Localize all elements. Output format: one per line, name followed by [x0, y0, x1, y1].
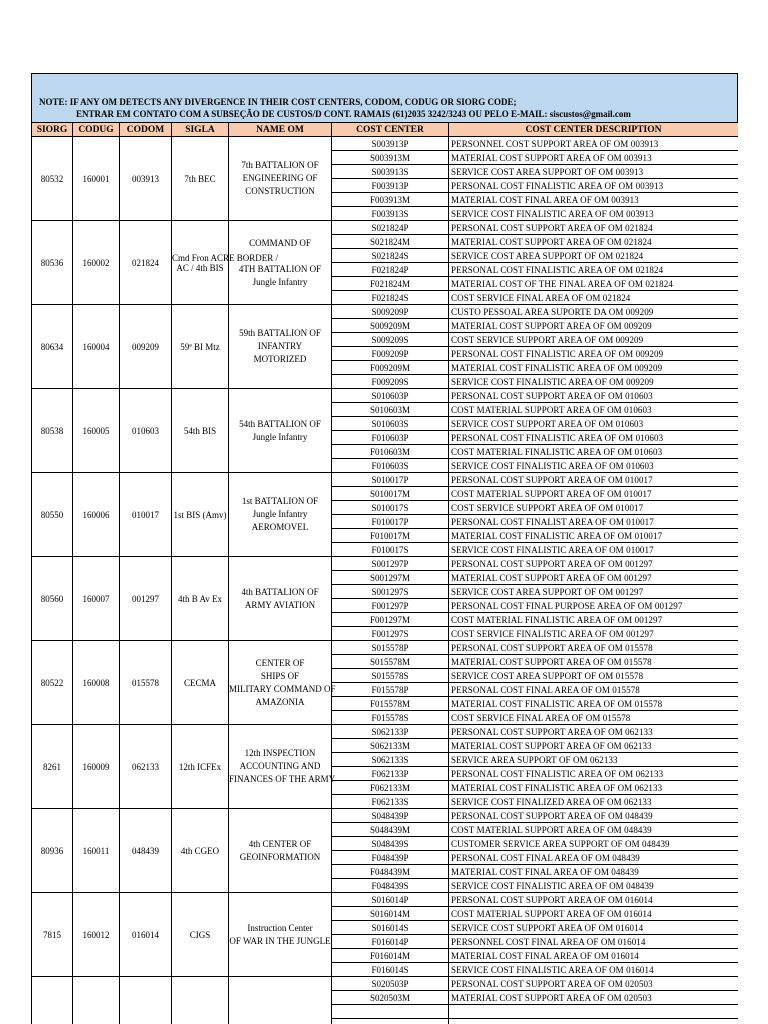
cost-center-cell: [332, 1019, 449, 1024]
cost-center-cell: S062133M: [332, 739, 449, 753]
table-row: [32, 473, 739, 487]
cost-center-cell: S009209M: [332, 319, 449, 333]
siorg-text: 80550: [40, 509, 64, 520]
name-om-cell: [229, 557, 332, 641]
codug-text: 160009: [82, 761, 110, 772]
codug-text: 160012: [82, 929, 110, 940]
cost-center-description-cell: COST MATERIAL FINALISTIC AREA OF OM 001297: [449, 613, 739, 627]
name-om-cell: [229, 725, 336, 809]
siorg-cell: [32, 809, 73, 893]
table-row: [32, 389, 739, 403]
cost-center-description-cell: SERVICE COST SUPPORT AREA OF OM 010603: [449, 417, 739, 431]
header-cost-center-description: COST CENTER DESCRIPTION: [449, 123, 739, 137]
cost-center-cell: F016014P: [332, 935, 449, 949]
name-om-cell: [229, 305, 332, 389]
codom-cell: [120, 641, 172, 725]
table-row: [32, 641, 739, 655]
sigla-text: 4th B Av Ex: [177, 593, 223, 604]
cost-center-cell: S016014P: [332, 893, 449, 907]
cost-center-cell: F021824P: [332, 263, 449, 277]
cost-center-cell: F003913S: [332, 207, 449, 221]
cost-center-cell: F048439P: [332, 851, 449, 865]
name-om-text: 4th BATTALION OF ARMY AVIATION: [241, 586, 319, 610]
cost-center-description-cell: MATERIAL COST SUPPORT AREA OF OM 020503: [449, 991, 739, 1005]
cost-center-description-cell: PERSONAL COST FINAL PURPOSE AREA OF OM 001297: [449, 599, 739, 613]
header-cost-center: COST CENTER: [332, 123, 449, 137]
sigla-cell: [172, 389, 229, 473]
cost-center-description-cell: MATERIAL COST SUPPORT AREA OF OM 001297: [449, 571, 739, 585]
cost-center-description-cell: COST MATERIAL SUPPORT AREA OF OM 016014: [449, 907, 739, 921]
cost-center-cell: F015578S: [332, 711, 449, 725]
name-om-cell: [229, 221, 332, 305]
cost-center-description-cell: SERVICE COST AREA SUPPORT OF OM 021824: [449, 249, 739, 263]
note-line-2: ENTRAR EM CONTATO COM A SUBSEÇÃO DE CUSTOS/D CONT. RAMAIS (61)2035 3242/3243 OU PELO E-MAIL: siscustos@gmail.com: [76, 109, 631, 119]
cost-center-description-cell: SERVICE AREA SUPPORT OF OM 062133: [449, 753, 739, 767]
codug-cell: [73, 977, 120, 1024]
codug-cell: [73, 389, 120, 473]
cost-center-cell: S015578S: [332, 669, 449, 683]
cost-center-cell: F015578M: [332, 697, 449, 711]
cost-center-cell: S003913M: [332, 151, 449, 165]
cost-center-cell: S015578P: [332, 641, 449, 655]
codom-text: 048439: [132, 845, 159, 856]
table-row: [32, 557, 739, 571]
cost-center-cell: F010603S: [332, 459, 449, 473]
header-codug: CODUG: [73, 123, 120, 137]
cost-center-description-cell: SERVICE COST FINALISTIC AREA OF OM 003913: [449, 207, 739, 221]
note-line-1: NOTE: IF ANY OM DETECTS ANY DIVERGENCE IN THEIR COST CENTERS, CODOM, CODUG OR SIORG CODE;: [39, 97, 517, 107]
cost-center-description-cell: COST SERVICE FINALISTIC AREA OF OM 001297: [449, 627, 739, 641]
codom-text: 003913: [132, 173, 159, 184]
cost-center-description-cell: PERSONAL COST SUPPORT AREA OF OM 062133: [449, 725, 739, 739]
cost-center-cell: F010017M: [332, 529, 449, 543]
codom-text: 021824: [132, 257, 159, 268]
spreadsheet: [31, 73, 738, 1024]
cost-center-description-cell: PERSONAL COST FINALISTIC AREA OF OM 010603: [449, 431, 739, 445]
cost-center-description-cell: COST SERVICE FINAL AREA OF OM 015578: [449, 711, 739, 725]
siorg-cell: [32, 725, 73, 809]
sigla-cell: [172, 977, 229, 1024]
codom-cell: [120, 305, 172, 389]
siorg-text: 80634: [40, 341, 64, 352]
cost-center-description-cell: MATERIAL COST OF THE FINAL AREA OF OM 021824: [449, 277, 739, 291]
codug-text: 160008: [82, 677, 110, 688]
cost-center-description-cell: PERSONAL COST SUPPORT AREA OF OM 020503: [449, 977, 739, 991]
sigla-text: 12th ICFEx: [178, 761, 222, 772]
siorg-cell: [32, 557, 73, 641]
cost-center-description-cell: MATERIAL COST SUPPORT AREA OF OM 009209: [449, 319, 739, 333]
codug-text: 160006: [82, 509, 110, 520]
sigla-text: 59ª BI Mtz: [180, 341, 220, 352]
siorg-text: 7815: [43, 929, 61, 940]
name-om-cell: [229, 473, 332, 557]
cost-center-description-cell: COST MATERIAL FINALISTIC AREA OF OM 010603: [449, 445, 739, 459]
cost-center-description-cell: SERVICE COST FINALISTIC AREA OF OM 010603: [449, 459, 739, 473]
cost-center-description-cell: SERVICE COST FINALISTIC AREA OF OM 009209: [449, 375, 739, 389]
sigla-text: 4th CGEO: [180, 845, 220, 856]
cost-center-description-cell: PERSONAL COST FINALIST AREA OF OM 010017: [449, 515, 739, 529]
codug-cell: [73, 473, 120, 557]
name-om-cell: [229, 641, 336, 725]
sigla-text: 1st BIS (Amv): [173, 509, 227, 520]
cost-center-cell: F016014S: [332, 963, 449, 977]
cost-center-cell: S003913P: [332, 137, 449, 151]
codom-cell: [120, 221, 172, 305]
codom-cell: [120, 893, 172, 977]
codug-text: 160011: [82, 845, 110, 856]
header-name-om: NAME OM: [229, 123, 332, 137]
siorg-text: 8261: [43, 761, 61, 772]
siorg-cell: [32, 977, 73, 1024]
cost-center-description-cell: MATERIAL COST SUPPORT AREA OF OM 015578: [449, 655, 739, 669]
cost-center-description-cell: CUSTO PESSOAL AREA SUPORTE DA OM 009209: [449, 305, 739, 319]
codom-text: 015578: [132, 677, 159, 688]
cost-center-cell: F016014M: [332, 949, 449, 963]
table-row: [32, 305, 739, 319]
cost-center-description-cell: MATERIAL COST FINALISTIC AREA OF OM 010017: [449, 529, 739, 543]
cost-center-cell: [332, 1005, 449, 1019]
cost-center-cell: F062133S: [332, 795, 449, 809]
cost-center-cell: S010017S: [332, 501, 449, 515]
sigla-text: CIGS: [189, 929, 211, 940]
cost-center-description-cell: PERSONAL COST FINAL AREA OF OM 048439: [449, 851, 739, 865]
cost-center-cell: S001297S: [332, 585, 449, 599]
siorg-cell: [32, 389, 73, 473]
cost-center-description-cell: SERVICE COST AREA SUPPORT OF OM 001297: [449, 585, 739, 599]
cost-center-cell: S010603S: [332, 417, 449, 431]
cost-center-cell: S016014M: [332, 907, 449, 921]
sigla-cell: [172, 137, 229, 221]
cost-center-description-cell: MATERIAL COST SUPPORT AREA OF OM 003913: [449, 151, 739, 165]
codug-text: 160007: [82, 593, 110, 604]
cost-center-description-cell: PERSONAL COST FINALISTIC AREA OF OM 009209: [449, 347, 739, 361]
cost-center-cell: S062133S: [332, 753, 449, 767]
codom-cell: [120, 725, 172, 809]
codom-cell: [120, 977, 172, 1024]
cost-center-description-cell: COST SERVICE SUPPORT AREA OF OM 009209: [449, 333, 739, 347]
sigla-cell: [172, 725, 229, 809]
siorg-text: 80538: [40, 425, 64, 436]
name-om-text: 4th CENTER OF GEOINFORMATION: [239, 838, 321, 862]
siorg-cell: [32, 641, 73, 725]
cost-center-description-cell: COST SERVICE SUPPORT AREA OF OM 010017: [449, 501, 739, 515]
codug-text: 160004: [82, 341, 110, 352]
name-om-text: Instruction Center OF WAR IN THE JUNGLE: [229, 922, 331, 946]
name-om-cell: [229, 893, 332, 977]
codug-cell: [73, 893, 120, 977]
cost-center-cell: S020503P: [332, 977, 449, 991]
sigla-cell: [172, 893, 229, 977]
cost-center-cell: F010603M: [332, 445, 449, 459]
cost-center-cell: S021824S: [332, 249, 449, 263]
cost-center-cell: F062133P: [332, 767, 449, 781]
cost-center-description-cell: SERVICE COST SUPPORT AREA OF OM 016014: [449, 921, 739, 935]
cost-center-description-cell: PERSONAL COST SUPPORT AREA OF OM 021824: [449, 221, 739, 235]
name-om-cell: [229, 809, 332, 893]
name-om-cell: [229, 137, 332, 221]
name-om-cell: [229, 389, 332, 473]
cost-center-cell: S021824P: [332, 221, 449, 235]
header-sigla: SIGLA: [172, 123, 229, 137]
codom-cell: [120, 389, 172, 473]
cost-center-description-cell: SERVICE COST FINALIZED AREA OF OM 062133: [449, 795, 739, 809]
codom-text: 009209: [132, 341, 159, 352]
cost-center-description-cell: SERVICE COST FINALISTIC AREA OF OM 048439: [449, 879, 739, 893]
cost-center-description-cell: COST MATERIAL SUPPORT AREA OF OM 010017: [449, 487, 739, 501]
codug-text: 160005: [82, 425, 110, 436]
cost-center-cell: F009209M: [332, 361, 449, 375]
codom-cell: [120, 809, 172, 893]
sigla-cell: [172, 473, 229, 557]
siorg-cell: [32, 893, 73, 977]
siorg-text: 80560: [40, 593, 64, 604]
codug-cell: [73, 557, 120, 641]
sigla-cell: [172, 221, 279, 305]
cost-center-cell: S001297P: [332, 557, 449, 571]
cost-center-description-cell: MATERIAL COST SUPPORT AREA OF OM 021824: [449, 235, 739, 249]
siorg-cell: [32, 137, 73, 221]
cost-center-cell: F048439S: [332, 879, 449, 893]
cost-center-cell: S062133P: [332, 725, 449, 739]
cost-center-cell: F001297S: [332, 627, 449, 641]
cost-center-cell: S048439S: [332, 837, 449, 851]
codug-text: 160001: [82, 173, 110, 184]
sigla-cell: [172, 557, 229, 641]
cost-center-description-cell: PERSONAL COST FINALISTIC AREA OF OM 021824: [449, 263, 739, 277]
table-row: [32, 893, 739, 907]
table-row: [32, 725, 739, 739]
codom-text: 001297: [132, 593, 159, 604]
siorg-cell: [32, 221, 73, 305]
cost-center-description-cell: MATERIAL COST SUPPORT AREA OF OM 062133: [449, 739, 739, 753]
cost-center-cell: S003913S: [332, 165, 449, 179]
cost-center-description-cell: PERSONAL COST SUPPORT AREA OF OM 010017: [449, 473, 739, 487]
cost-center-cell: F021824S: [332, 291, 449, 305]
cost-center-cell: F021824M: [332, 277, 449, 291]
codom-text: 016014: [132, 929, 159, 940]
cost-center-cell: F001297P: [332, 599, 449, 613]
siorg-cell: [32, 305, 73, 389]
codug-cell: [73, 809, 120, 893]
siorg-text: 80936: [40, 845, 64, 856]
header-codom: CODOM: [120, 123, 172, 137]
cost-center-cell: S010603P: [332, 389, 449, 403]
cost-center-description-cell: MATERIAL COST FINAL AREA OF OM 016014: [449, 949, 739, 963]
name-om-text: 1st BATTALION OF Jungle Infantry AEROMOVEL: [241, 496, 319, 532]
cost-center-cell: S016014S: [332, 921, 449, 935]
siorg-text: 80536: [40, 257, 64, 268]
cost-center-cell: F010017P: [332, 515, 449, 529]
cost-center-cell: S021824M: [332, 235, 449, 249]
cost-center-description-cell: SERVICE COST AREA SUPPORT OF OM 015578: [449, 669, 739, 683]
note-banner: [31, 73, 738, 123]
cost-center-description-cell: [449, 1005, 739, 1019]
siorg-text: 80532: [40, 173, 64, 184]
sigla-cell: [172, 305, 229, 389]
header-row: [32, 123, 739, 137]
siorg-text: 80522: [40, 677, 64, 688]
cost-center-description-cell: PERSONAL COST FINALISTIC AREA OF OM 062133: [449, 767, 739, 781]
sigla-cell: [172, 809, 229, 893]
name-om-text: 54th BATTALION OF Jungle Infantry: [239, 418, 321, 442]
cost-center-cell: F010017S: [332, 543, 449, 557]
name-om-cell: [229, 977, 332, 1024]
codom-text: 010603: [132, 425, 159, 436]
cost-center-description-cell: COST MATERIAL SUPPORT AREA OF OM 048439: [449, 823, 739, 837]
cost-center-description-cell: PERSONAL COST SUPPORT AREA OF OM 010603: [449, 389, 739, 403]
name-om-text: CENTER OF SHIPS OF MILITARY COMMAND OF AMAZONIA: [229, 657, 336, 707]
cost-center-description-cell: MATERIAL COST FINAL AREA OF OM 003913: [449, 193, 739, 207]
cost-center-description-cell: SERVICE COST FINALISTIC AREA OF OM 016014: [449, 963, 739, 977]
codug-text: 160002: [82, 257, 110, 268]
cost-center-description-cell: MATERIAL COST FINALISTIC AREA OF OM 009209: [449, 361, 739, 375]
cost-center-cell: F010603P: [332, 431, 449, 445]
cost-center-description-cell: [449, 1019, 739, 1024]
cost-center-cell: S010603M: [332, 403, 449, 417]
codug-cell: [73, 221, 120, 305]
codom-text: 062133: [132, 761, 159, 772]
codug-cell: [73, 725, 120, 809]
cost-center-description-cell: PERSONAL COST SUPPORT AREA OF OM 015578: [449, 641, 739, 655]
sigla-text: CECMA: [183, 677, 216, 688]
cost-center-cell: F003913M: [332, 193, 449, 207]
cost-center-cell: S048439P: [332, 809, 449, 823]
cost-center-cell: S020503M: [332, 991, 449, 1005]
siorg-cell: [32, 473, 73, 557]
cost-center-cell: S010017P: [332, 473, 449, 487]
cost-center-description-cell: PERSONAL COST FINALISTIC AREA OF OM 003913: [449, 179, 739, 193]
name-om-text: 12th INSPECTION ACCOUNTING AND FINANCES OF THE ARMY: [229, 748, 336, 784]
cost-center-description-cell: CUSTOMER SERVICE AREA SUPPORT OF OM 048439: [449, 837, 739, 851]
table-body: [32, 137, 739, 1024]
sigla-text: 54th BIS: [183, 425, 217, 436]
cost-center-description-cell: PERSONAL COST SUPPORT AREA OF OM 048439: [449, 809, 739, 823]
codom-text: 010017: [132, 509, 159, 520]
codug-cell: [73, 641, 120, 725]
cost-center-cell: S048439M: [332, 823, 449, 837]
cost-center-cell: S001297M: [332, 571, 449, 585]
cost-center-description-cell: PERSONNEL COST FINAL AREA OF OM 016014: [449, 935, 739, 949]
cost-center-cell: F062133M: [332, 781, 449, 795]
codom-cell: [120, 473, 172, 557]
codug-cell: [73, 137, 120, 221]
cost-center-description-cell: MATERIAL COST FINALISTIC AREA OF OM 015578: [449, 697, 739, 711]
cost-center-table: [31, 122, 738, 1024]
table-row: [32, 977, 739, 991]
cost-center-cell: F048439M: [332, 865, 449, 879]
cost-center-cell: S009209P: [332, 305, 449, 319]
name-om-text: 7th BATTALION OF ENGINEERING OF CONSTRUCTION: [241, 160, 319, 196]
codom-cell: [120, 557, 172, 641]
cost-center-cell: F015578P: [332, 683, 449, 697]
cost-center-description-cell: SERVICE COST AREA SUPPORT OF OM 003913: [449, 165, 739, 179]
codom-cell: [120, 137, 172, 221]
cost-center-cell: F003913P: [332, 179, 449, 193]
cost-center-description-cell: PERSONAL COST SUPPORT AREA OF OM 016014: [449, 893, 739, 907]
name-om-text: COMMAND OF 4TH BATTALION OF Jungle Infantry: [238, 237, 322, 287]
cost-center-description-cell: COST MATERIAL SUPPORT AREA OF OM 010603: [449, 403, 739, 417]
cost-center-description-cell: COST SERVICE FINAL AREA OF OM 021824: [449, 291, 739, 305]
cost-center-description-cell: SERVICE COST FINALISTIC AREA OF OM 010017: [449, 543, 739, 557]
sigla-cell: [172, 641, 229, 725]
cost-center-cell: F001297M: [332, 613, 449, 627]
table-row: [32, 137, 739, 151]
sigla-text: Cmd Fron ACRE BORDER / AC / 4th BIS: [172, 252, 279, 273]
cost-center-description-cell: PERSONAL COST SUPPORT AREA OF OM 001297: [449, 557, 739, 571]
header-siorg: SIORG: [32, 123, 73, 137]
cost-center-description-cell: MATERIAL COST FINAL AREA OF OM 048439: [449, 865, 739, 879]
table-row: [32, 809, 739, 823]
name-om-text: 59th BATTALION OF INFANTRY MOTORIZED: [239, 328, 321, 364]
cost-center-cell: S009209S: [332, 333, 449, 347]
cost-center-cell: F009209P: [332, 347, 449, 361]
cost-center-description-cell: PERSONNEL COST SUPPORT AREA OF OM 003913: [449, 137, 739, 151]
cost-center-cell: S010017M: [332, 487, 449, 501]
sigla-text: 7th BEC: [184, 173, 216, 184]
cost-center-cell: S015578M: [332, 655, 449, 669]
table-row: [32, 221, 739, 235]
cost-center-description-cell: PERSONAL COST FINAL AREA OF OM 015578: [449, 683, 739, 697]
cost-center-description-cell: MATERIAL COST FINALISTIC AREA OF OM 062133: [449, 781, 739, 795]
cost-center-cell: F009209S: [332, 375, 449, 389]
codug-cell: [73, 305, 120, 389]
